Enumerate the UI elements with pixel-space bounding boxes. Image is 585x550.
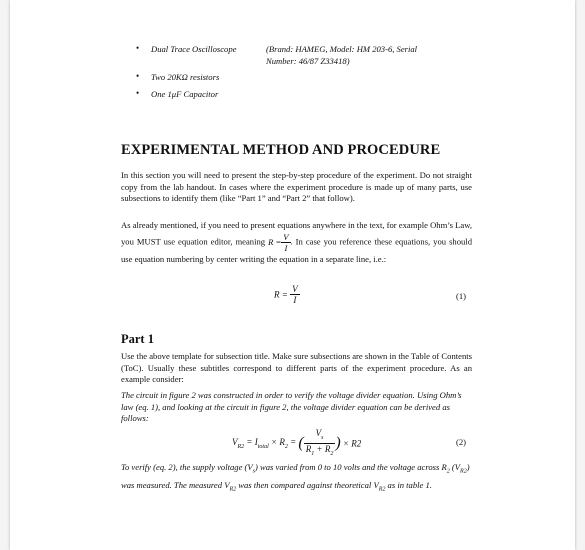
document-page <box>10 0 575 550</box>
equipment-detail-line1: (Brand: HAMEG, Model: HM 203-6, Serial <box>266 44 418 54</box>
equation-2: $V_{R2} = I_{total} \times R_2$ = ( $\frac{V_s}{R_1 + R_2}$ ) × R2 <box>232 428 362 457</box>
section-paragraph-1: In this section you will need to present the step-by-step procedure of the experiment. Do not straight copy from the lab handout. In cases where the experiment procedure is made up of many parts, use subsections to identify them (like “Part 1” and “Part 2” that follow). <box>121 170 472 203</box>
part1-title: Part 1 <box>121 332 154 346</box>
equipment-item-oscilloscope: Dual Trace Oscilloscope <box>151 44 237 54</box>
bullet-icon: • <box>136 71 140 81</box>
inline-equation: R = <box>268 237 282 247</box>
part1-paragraph-2: The circuit in figure 2 was constructed in order to verify the voltage divider equation. Using Ohm’s law (eq. 1), and looking at the circuit in figure 2, the voltage divider equation can be derived as follows: <box>121 390 462 423</box>
equipment-item-resistors: Two 20KΩ resistors <box>151 72 220 82</box>
part1-paragraph-3: To verify (eq. 2), the supply voltage $(V_s)$ was varied from 0 to 10 volts and the voltage across $R_2$ $(V_{R2})$ was measured. The measured $V_{R2}$ was then compared against theoretical $V_{R2}$ as in table 1. <box>121 462 470 493</box>
section-paragraph-2: As already mentioned, if you need to present equations anywhere in the text, for example Ohm’s Law, you MUST use equation editor, meaning R = $\frac{V}{I}$ . In case you reference these equations, you should use equation numbering by center writing the equation in a separate line, i.e.: <box>121 220 472 264</box>
equation-1-number: (1) <box>456 291 467 301</box>
equation-1: R = $\frac{V}{I}$ <box>274 284 298 305</box>
equation-2-number: (2) <box>456 437 467 447</box>
equipment-detail-line2: Number: 46/87 Z33418) <box>266 56 350 66</box>
bullet-icon: • <box>136 43 140 53</box>
part1-paragraph-1: Use the above template for subsection title. Make sure subsections are shown in the Table of Contents (ToC). Usually these subtitles correspond to different parts of the experiment procedure. As an example consider: <box>121 351 472 384</box>
bullet-icon: • <box>136 88 140 98</box>
section-title: EXPERIMENTAL METHOD AND PROCEDURE <box>121 142 441 158</box>
equipment-item-capacitor: One 1μF Capacitor <box>151 89 219 99</box>
